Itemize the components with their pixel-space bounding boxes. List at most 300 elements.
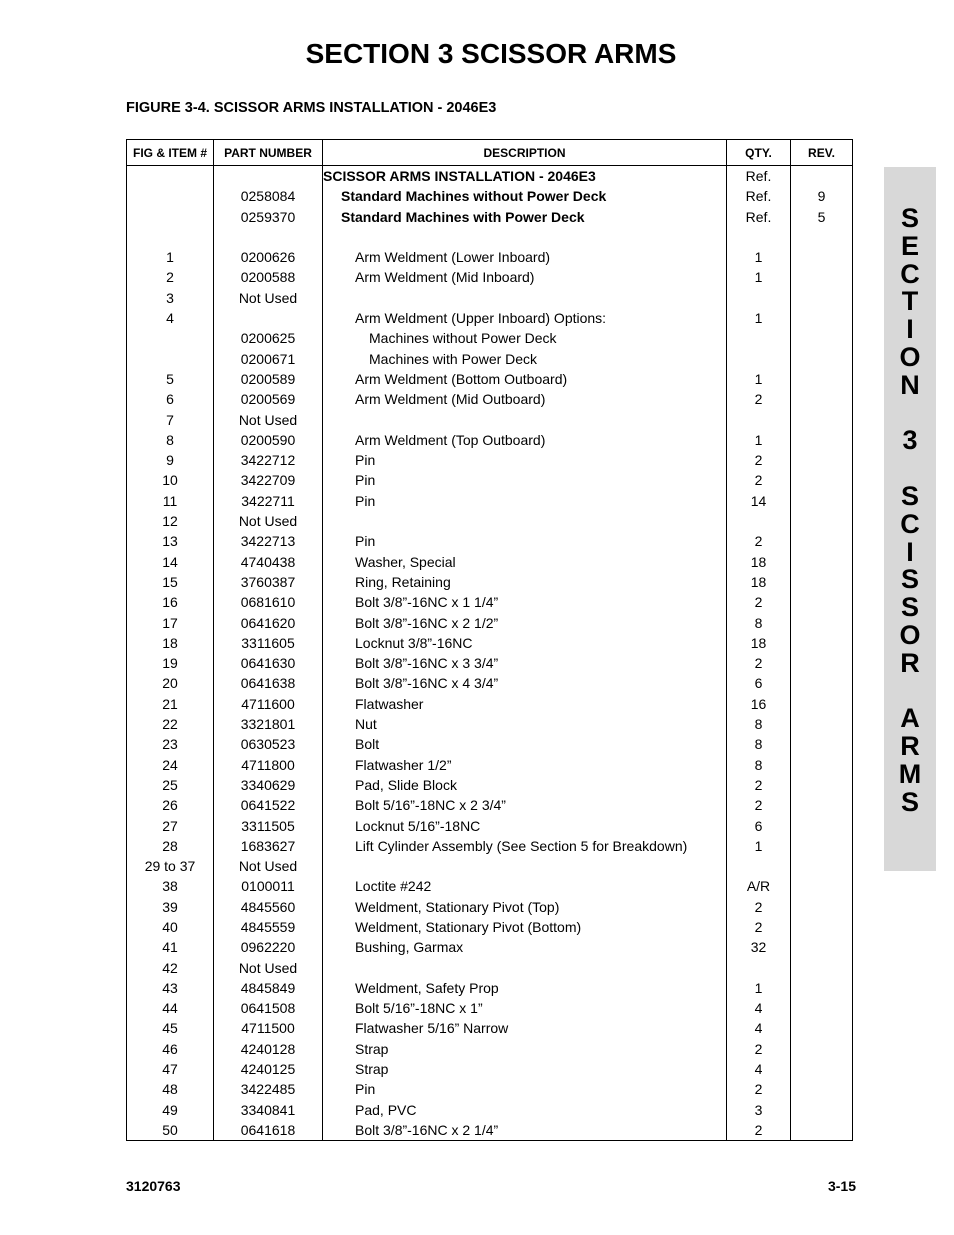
description-cell: Flatwasher 1/2” (323, 755, 727, 775)
table-row (127, 1018, 853, 1038)
fig-item-cell (127, 207, 214, 227)
table-row (127, 856, 853, 876)
rev-cell (791, 673, 853, 693)
description-cell: Bolt 5/16”-18NC x 2 3/4” (323, 795, 727, 815)
table-row (127, 613, 853, 633)
side-tab-letter: S (900, 203, 919, 233)
fig-item-cell: 48 (127, 1079, 214, 1099)
fig-item-cell: 29 to 37 (127, 856, 214, 876)
qty-cell: 4 (727, 1018, 791, 1038)
part-number-cell: 0641638 (214, 673, 323, 693)
description-cell: Ring, Retaining (323, 572, 727, 592)
table-row (127, 1120, 853, 1141)
table-row (127, 227, 853, 247)
rev-cell (791, 288, 853, 308)
description-cell: Pin (323, 450, 727, 470)
table-row (127, 552, 853, 572)
rev-cell (791, 897, 853, 917)
rev-cell (791, 166, 853, 187)
description-cell: Machines with Power Deck (323, 349, 727, 369)
fig-item-cell: 16 (127, 592, 214, 612)
description-cell: Bolt 3/8”-16NC x 3 3/4” (323, 653, 727, 673)
fig-item-cell: 17 (127, 613, 214, 633)
qty-cell: 32 (727, 937, 791, 957)
fig-item-cell: 6 (127, 389, 214, 409)
description-cell: Arm Weldment (Mid Inboard) (323, 267, 727, 287)
part-number-cell: 1683627 (214, 836, 323, 856)
section-side-tab (884, 167, 936, 871)
rev-cell (791, 633, 853, 653)
table-row (127, 207, 853, 227)
side-tab-letter: O (899, 619, 921, 650)
rev-cell (791, 227, 853, 247)
fig-item-cell: 8 (127, 430, 214, 450)
part-number-cell: 0641620 (214, 613, 323, 633)
figure-title: FIGURE 3-4. SCISSOR ARMS INSTALLATION - 2046E3 (126, 100, 497, 116)
table-row (127, 511, 853, 531)
description-cell: Weldment, Stationary Pivot (Top) (323, 897, 727, 917)
description-cell: Bolt 3/8”-16NC x 4 3/4” (323, 673, 727, 693)
part-number-cell: 0200671 (214, 349, 323, 369)
part-number-cell: 0962220 (214, 937, 323, 957)
qty-cell: 18 (727, 552, 791, 572)
table-body (127, 166, 853, 1141)
part-number-cell: 3340841 (214, 1100, 323, 1120)
qty-cell: Ref. (727, 166, 791, 187)
fig-item-cell: 41 (127, 937, 214, 957)
fig-item-cell: 20 (127, 673, 214, 693)
table-row (127, 836, 853, 856)
rev-cell (791, 795, 853, 815)
fig-item-cell: 47 (127, 1059, 214, 1079)
qty-cell: 4 (727, 998, 791, 1018)
qty-cell (727, 288, 791, 308)
description-cell: Strap (323, 1039, 727, 1059)
fig-item-cell: 24 (127, 755, 214, 775)
header-description: DESCRIPTION (323, 140, 727, 166)
description-cell: Nut (323, 714, 727, 734)
fig-item-cell: 12 (127, 511, 214, 531)
side-tab-letter: R (900, 647, 920, 678)
part-number-cell: 3311505 (214, 816, 323, 836)
description-cell (323, 511, 727, 531)
fig-item-cell: 10 (127, 470, 214, 490)
rev-cell (791, 714, 853, 734)
side-tab-letter: S (900, 480, 919, 511)
description-cell: Standard Machines with Power Deck (323, 207, 727, 227)
table-row (127, 917, 853, 937)
side-tab-letter: N (900, 369, 920, 400)
part-number-cell (214, 227, 323, 247)
rev-cell (791, 1059, 853, 1079)
description-cell: Arm Weldment (Mid Outboard) (323, 389, 727, 409)
description-cell: Bolt 3/8”-16NC x 1 1/4” (323, 592, 727, 612)
rev-cell (791, 734, 853, 754)
part-number-cell: 3422485 (214, 1079, 323, 1099)
table-row (127, 775, 853, 795)
side-tab-letters (884, 205, 936, 817)
fig-item-cell: 13 (127, 531, 214, 551)
part-number-cell: 0200625 (214, 328, 323, 348)
fig-item-cell: 19 (127, 653, 214, 673)
rev-cell (791, 592, 853, 612)
description-cell: Machines without Power Deck (323, 328, 727, 348)
table-row (127, 633, 853, 653)
rev-cell (791, 572, 853, 592)
rev-cell (791, 816, 853, 836)
part-number-cell: Not Used (214, 511, 323, 531)
qty-cell: 2 (727, 775, 791, 795)
part-number-cell: 0641630 (214, 653, 323, 673)
table-row (127, 531, 853, 551)
description-cell: Loctite #242 (323, 876, 727, 896)
table-row (127, 816, 853, 836)
fig-item-cell: 2 (127, 267, 214, 287)
side-tab-letter: I (906, 314, 914, 345)
qty-cell: 8 (727, 734, 791, 754)
description-cell: Pin (323, 1079, 727, 1099)
table-row (127, 491, 853, 511)
qty-cell: 1 (727, 308, 791, 328)
table-row (127, 389, 853, 409)
qty-cell: 18 (727, 633, 791, 653)
qty-cell: 2 (727, 1120, 791, 1141)
qty-cell: 2 (727, 1079, 791, 1099)
part-number-cell: 4845559 (214, 917, 323, 937)
table-row (127, 592, 853, 612)
side-tab-letter: R (900, 731, 920, 762)
qty-cell: 2 (727, 592, 791, 612)
side-tab-letter (884, 678, 936, 706)
description-cell: Lift Cylinder Assembly (See Section 5 for Breakdown) (323, 836, 727, 856)
part-number-cell: 4240125 (214, 1059, 323, 1079)
rev-cell: 9 (791, 186, 853, 206)
qty-cell: 1 (727, 836, 791, 856)
description-cell (323, 288, 727, 308)
qty-cell (727, 856, 791, 876)
table-row (127, 369, 853, 389)
rev-cell (791, 470, 853, 490)
part-number-cell: 0641508 (214, 998, 323, 1018)
qty-cell: 6 (727, 673, 791, 693)
part-number-cell: 4711800 (214, 755, 323, 775)
rev-cell (791, 1039, 853, 1059)
rev-cell (791, 978, 853, 998)
rev-cell (791, 328, 853, 348)
table-row (127, 308, 853, 328)
rev-cell (791, 349, 853, 369)
rev-cell (791, 1120, 853, 1141)
table-row (127, 349, 853, 369)
description-cell: SCISSOR ARMS INSTALLATION - 2046E3 (323, 166, 727, 187)
table-row (127, 795, 853, 815)
qty-cell: Ref. (727, 186, 791, 206)
part-number-cell (214, 308, 323, 328)
footer-doc-number: 3120763 (126, 1178, 181, 1194)
description-cell: Arm Weldment (Bottom Outboard) (323, 369, 727, 389)
qty-cell: 1 (727, 369, 791, 389)
table-row (127, 734, 853, 754)
table-row (127, 653, 853, 673)
fig-item-cell (127, 349, 214, 369)
part-number-cell: 3422711 (214, 491, 323, 511)
qty-cell: 2 (727, 653, 791, 673)
side-tab-letter: A (900, 703, 920, 734)
rev-cell (791, 694, 853, 714)
rev-cell (791, 836, 853, 856)
part-number-cell: 0100011 (214, 876, 323, 896)
qty-cell: 2 (727, 389, 791, 409)
table-row (127, 186, 853, 206)
description-cell (323, 856, 727, 876)
rev-cell (791, 998, 853, 1018)
fig-item-cell: 50 (127, 1120, 214, 1141)
rev-cell (791, 613, 853, 633)
table-row (127, 998, 853, 1018)
side-tab-letter: M (898, 758, 922, 789)
part-number-cell: 0258084 (214, 186, 323, 206)
part-number-cell: 4845560 (214, 897, 323, 917)
table-row (127, 1039, 853, 1059)
description-cell: Washer, Special (323, 552, 727, 572)
part-number-cell: 0641618 (214, 1120, 323, 1141)
qty-cell: 2 (727, 795, 791, 815)
footer-page-number: 3-15 (827, 1178, 856, 1194)
table-row (127, 288, 853, 308)
description-cell (323, 410, 727, 430)
qty-cell: 2 (727, 450, 791, 470)
fig-item-cell: 18 (127, 633, 214, 653)
description-cell: Arm Weldment (Upper Inboard) Options: (323, 308, 727, 328)
fig-item-cell (127, 328, 214, 348)
part-number-cell: 0681610 (214, 592, 323, 612)
table-row (127, 430, 853, 450)
fig-item-cell: 39 (127, 897, 214, 917)
fig-item-cell: 5 (127, 369, 214, 389)
description-cell (323, 958, 727, 978)
fig-item-cell: 49 (127, 1100, 214, 1120)
side-tab-letter: E (900, 230, 919, 261)
table-row (127, 247, 853, 267)
page-title: SECTION 3 SCISSOR ARMS (305, 38, 677, 69)
qty-cell: 2 (727, 470, 791, 490)
part-number-cell: 0200588 (214, 267, 323, 287)
description-cell: Pad, PVC (323, 1100, 727, 1120)
part-number-cell: 4240128 (214, 1039, 323, 1059)
description-cell: Bolt (323, 734, 727, 754)
part-number-cell: 0200589 (214, 369, 323, 389)
side-tab-letter: O (899, 341, 921, 372)
header-fig-item: FIG & ITEM # (127, 140, 214, 166)
rev-cell (791, 653, 853, 673)
fig-item-cell: 22 (127, 714, 214, 734)
table-row (127, 897, 853, 917)
rev-cell (791, 552, 853, 572)
description-cell: Flatwasher 5/16” Narrow (323, 1018, 727, 1038)
part-number-cell: 4740438 (214, 552, 323, 572)
rev-cell (791, 430, 853, 450)
table-row (127, 1059, 853, 1079)
rev-cell (791, 369, 853, 389)
qty-cell: 18 (727, 572, 791, 592)
side-tab-letter (884, 400, 936, 428)
side-tab-letter: S (900, 786, 919, 817)
side-tab-letter (884, 455, 936, 483)
fig-item-cell: 40 (127, 917, 214, 937)
table-row (127, 755, 853, 775)
description-cell: Arm Weldment (Top Outboard) (323, 430, 727, 450)
part-number-cell (214, 166, 323, 187)
table-row (127, 1100, 853, 1120)
rev-cell (791, 937, 853, 957)
qty-cell (727, 349, 791, 369)
part-number-cell: 3422712 (214, 450, 323, 470)
rev-cell (791, 308, 853, 328)
fig-item-cell: 14 (127, 552, 214, 572)
qty-cell (727, 511, 791, 531)
rev-cell (791, 531, 853, 551)
part-number-cell: 3340629 (214, 775, 323, 795)
description-cell (323, 227, 727, 247)
header-rev: REV. (791, 140, 853, 166)
part-number-cell: 4845849 (214, 978, 323, 998)
qty-cell: 3 (727, 1100, 791, 1120)
part-number-cell: 0200569 (214, 389, 323, 409)
rev-cell (791, 958, 853, 978)
part-number-cell: 0200590 (214, 430, 323, 450)
fig-item-cell: 25 (127, 775, 214, 795)
fig-item-cell: 26 (127, 795, 214, 815)
description-cell: Bolt 5/16”-18NC x 1” (323, 998, 727, 1018)
part-number-cell: 0630523 (214, 734, 323, 754)
part-number-cell: 3422709 (214, 470, 323, 490)
table-row (127, 166, 853, 187)
qty-cell: 1 (727, 978, 791, 998)
side-tab-letter: I (906, 536, 914, 567)
rev-cell (791, 1018, 853, 1038)
description-cell: Locknut 3/8”-16NC (323, 633, 727, 653)
description-cell: Locknut 5/16”-18NC (323, 816, 727, 836)
table-row (127, 328, 853, 348)
fig-item-cell: 23 (127, 734, 214, 754)
fig-item-cell: 9 (127, 450, 214, 470)
part-number-cell: 0641522 (214, 795, 323, 815)
qty-cell: 1 (727, 267, 791, 287)
table-row (127, 410, 853, 430)
description-cell: Pin (323, 531, 727, 551)
fig-item-cell: 4 (127, 308, 214, 328)
qty-cell: 8 (727, 755, 791, 775)
qty-cell (727, 958, 791, 978)
part-number-cell: 0200626 (214, 247, 323, 267)
part-number-cell: Not Used (214, 856, 323, 876)
part-number-cell: Not Used (214, 958, 323, 978)
part-number-cell: Not Used (214, 410, 323, 430)
qty-cell: 2 (727, 1039, 791, 1059)
part-number-cell: Not Used (214, 288, 323, 308)
rev-cell (791, 876, 853, 896)
fig-item-cell: 42 (127, 958, 214, 978)
rev-cell: 5 (791, 207, 853, 227)
qty-cell: 16 (727, 694, 791, 714)
fig-item-cell: 44 (127, 998, 214, 1018)
rev-cell (791, 1100, 853, 1120)
fig-item-cell: 1 (127, 247, 214, 267)
part-number-cell: 3321801 (214, 714, 323, 734)
rev-cell (791, 410, 853, 430)
fig-item-cell: 43 (127, 978, 214, 998)
side-tab-letter: S (900, 592, 919, 623)
side-tab-letter: C (900, 258, 920, 289)
qty-cell: 8 (727, 613, 791, 633)
description-cell: Bushing, Garmax (323, 937, 727, 957)
qty-cell (727, 227, 791, 247)
description-cell: Weldment, Safety Prop (323, 978, 727, 998)
rev-cell (791, 511, 853, 531)
qty-cell: 1 (727, 247, 791, 267)
table-row (127, 937, 853, 957)
qty-cell: 6 (727, 816, 791, 836)
qty-cell: A/R (727, 876, 791, 896)
parts-table (126, 139, 853, 1141)
qty-cell (727, 328, 791, 348)
part-number-cell: 4711500 (214, 1018, 323, 1038)
qty-cell: 4 (727, 1059, 791, 1079)
qty-cell: 2 (727, 531, 791, 551)
fig-item-cell: 27 (127, 816, 214, 836)
fig-item-cell: 28 (127, 836, 214, 856)
fig-item-cell: 46 (127, 1039, 214, 1059)
side-tab-letter: T (901, 286, 919, 317)
description-cell: Bolt 3/8”-16NC x 2 1/2” (323, 613, 727, 633)
fig-item-cell (127, 166, 214, 187)
qty-cell: Ref. (727, 207, 791, 227)
side-tab-letter: C (900, 508, 920, 539)
table-header-row (127, 140, 853, 166)
table-row (127, 978, 853, 998)
table-row (127, 470, 853, 490)
side-tab-letter: S (900, 564, 919, 595)
description-cell: Flatwasher (323, 694, 727, 714)
part-number-cell: 3311605 (214, 633, 323, 653)
fig-item-cell: 15 (127, 572, 214, 592)
fig-item-cell (127, 227, 214, 247)
rev-cell (791, 856, 853, 876)
header-part-number: PART NUMBER (214, 140, 323, 166)
rev-cell (791, 755, 853, 775)
header-qty: QTY. (727, 140, 791, 166)
description-cell: Arm Weldment (Lower Inboard) (323, 247, 727, 267)
rev-cell (791, 1079, 853, 1099)
description-cell: Pin (323, 491, 727, 511)
table-row (127, 714, 853, 734)
qty-cell (727, 410, 791, 430)
table-row (127, 876, 853, 896)
description-cell: Pad, Slide Block (323, 775, 727, 795)
qty-cell: 14 (727, 491, 791, 511)
fig-item-cell: 11 (127, 491, 214, 511)
fig-item-cell: 21 (127, 694, 214, 714)
fig-item-cell: 38 (127, 876, 214, 896)
fig-item-cell: 3 (127, 288, 214, 308)
fig-item-cell: 45 (127, 1018, 214, 1038)
qty-cell: 8 (727, 714, 791, 734)
rev-cell (791, 247, 853, 267)
rev-cell (791, 775, 853, 795)
table-row (127, 694, 853, 714)
part-number-cell: 0259370 (214, 207, 323, 227)
rev-cell (791, 917, 853, 937)
